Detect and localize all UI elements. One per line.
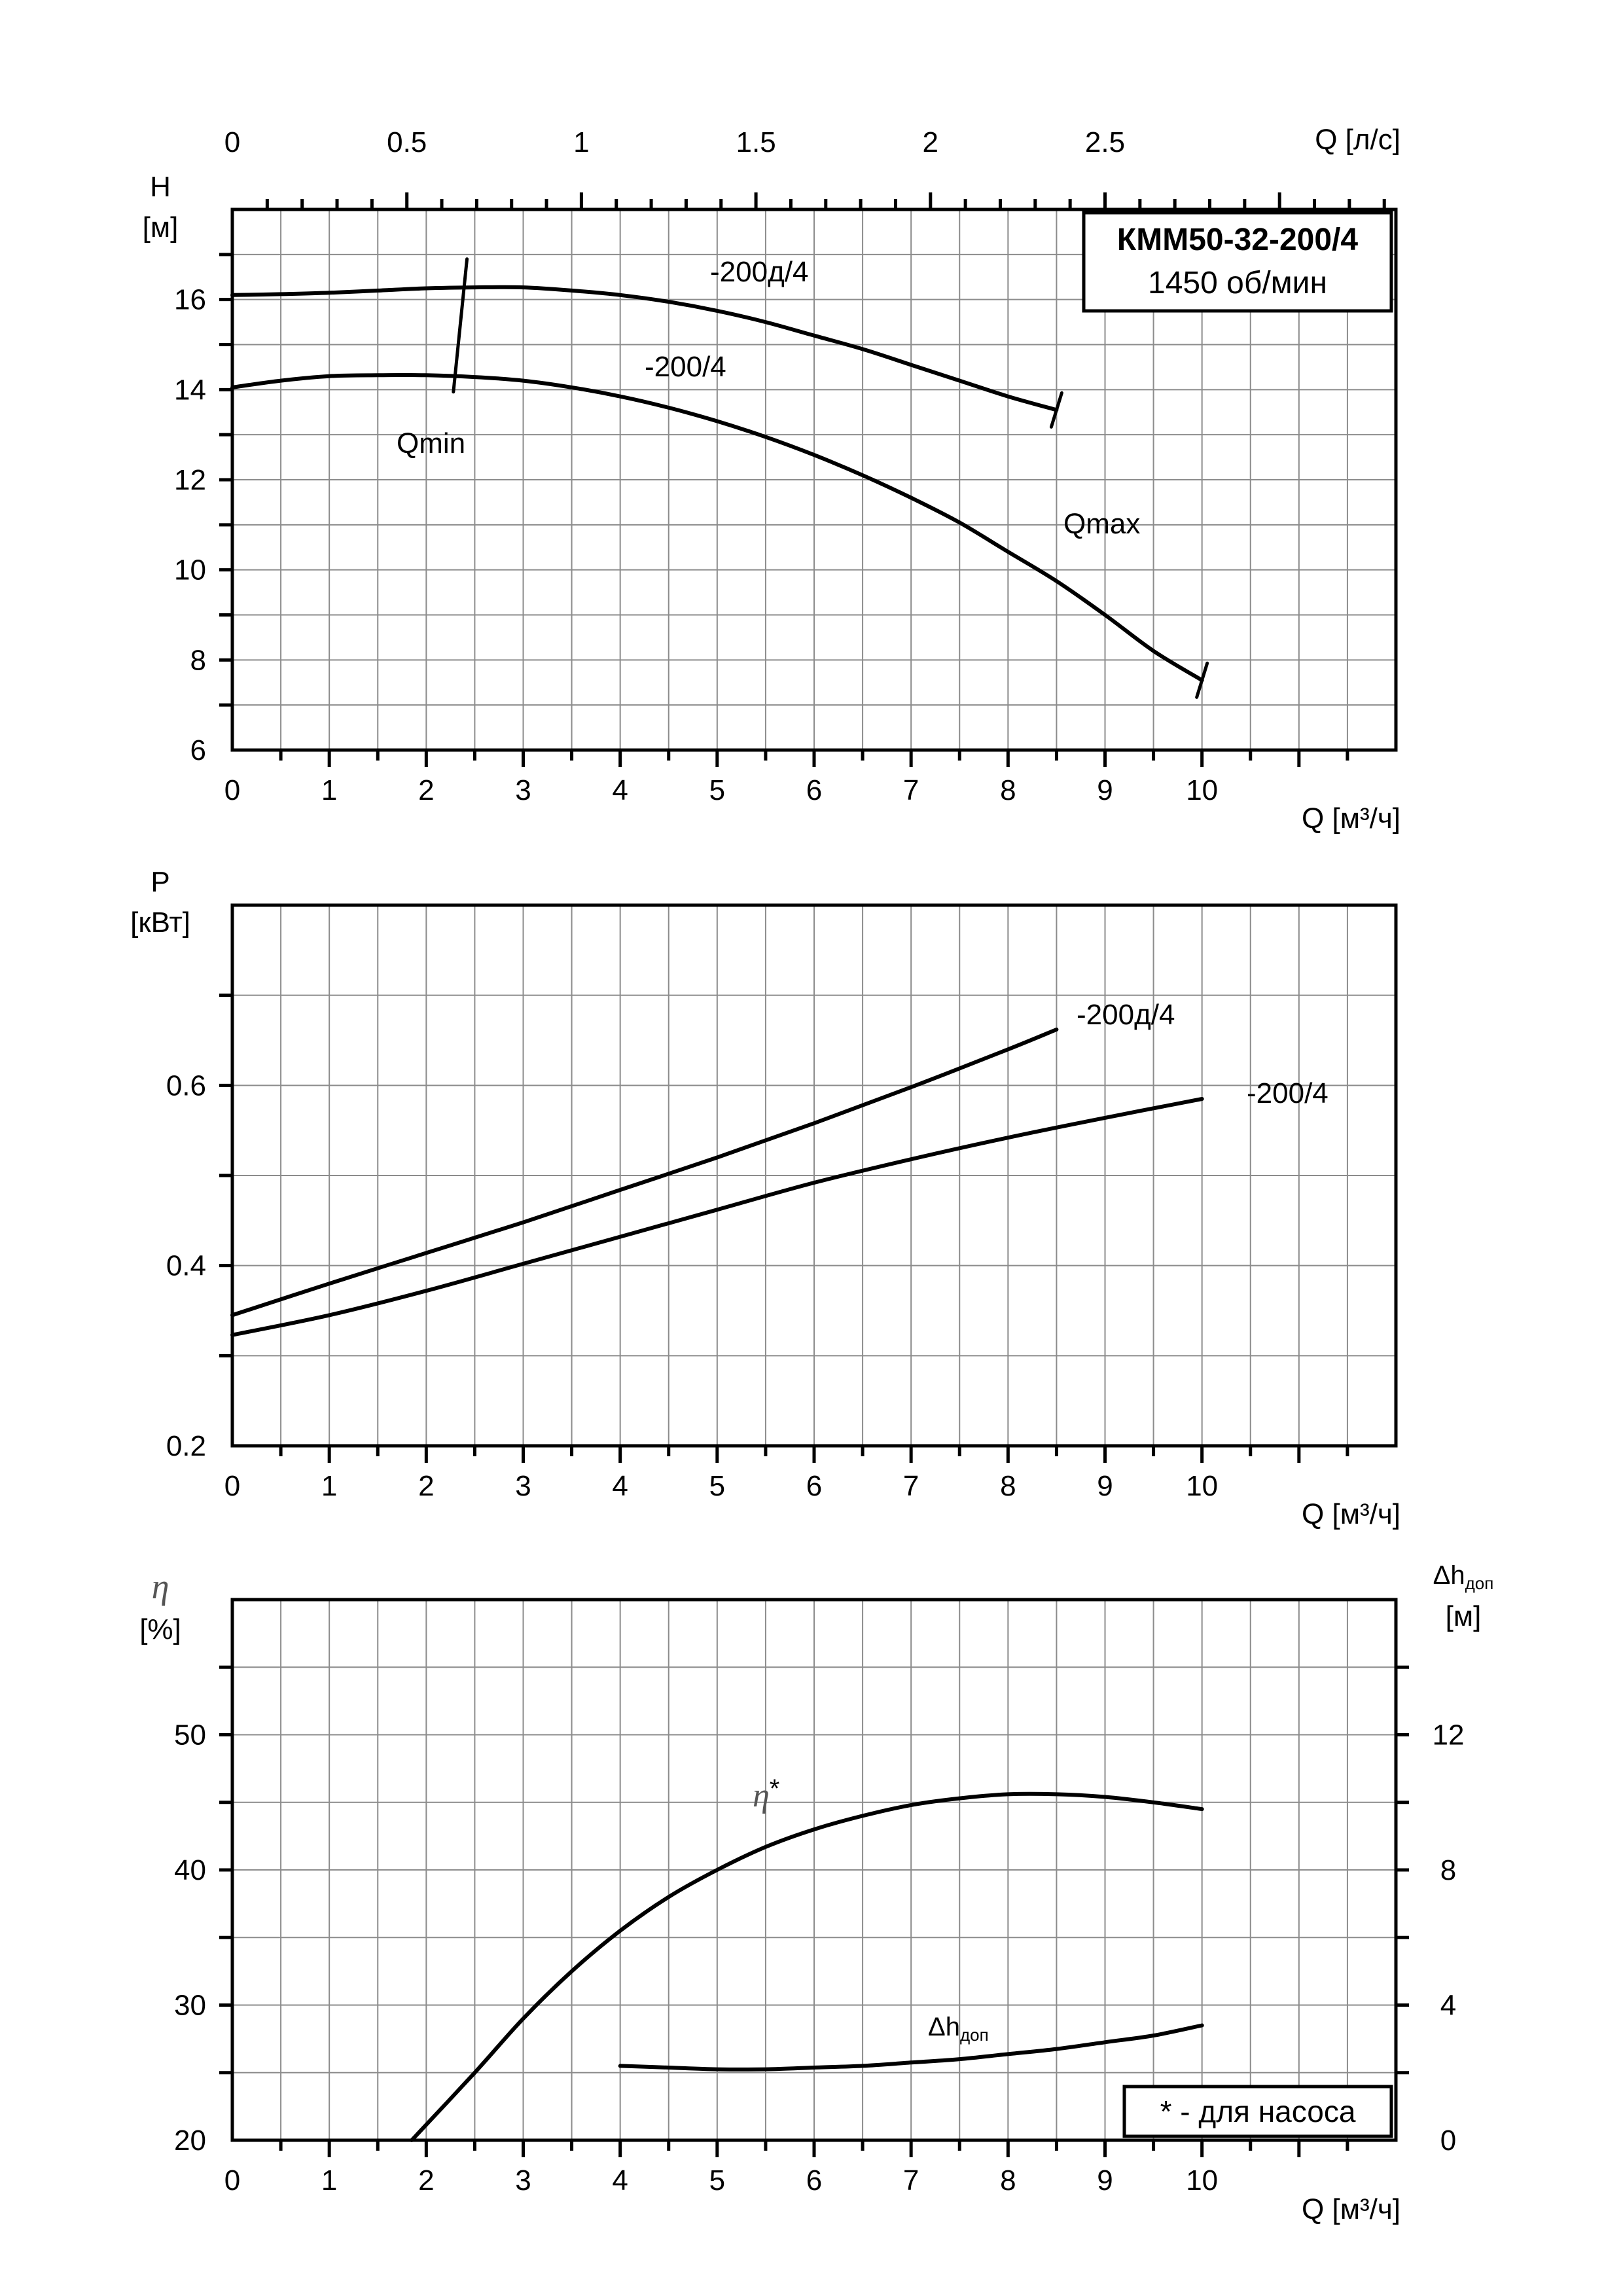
x-tick-label: 8 [1000, 1470, 1016, 1502]
x-tick-label: 7 [902, 774, 919, 806]
x-tick-label: 9 [1097, 1470, 1113, 1502]
x-tick-label: 10 [1186, 2164, 1219, 2197]
npsh-curve-subscript: доп [959, 2025, 989, 2045]
y-tick-label: 40 [174, 1854, 206, 1886]
npsh-y-axis-subscript: доп [1465, 1573, 1494, 1593]
x-tick-label: 8 [1000, 2164, 1016, 2197]
eta-curve-symbol: η [753, 1777, 770, 1814]
y2-tick-label: 0 [1440, 2125, 1457, 2157]
y2-tick-label: 12 [1432, 1719, 1465, 1751]
x-tick-label: 8 [1000, 774, 1016, 806]
y-tick-label: 50 [174, 1719, 206, 1751]
efficiency-y-axis-unit: [%] [139, 1613, 181, 1645]
x-tick-label: 10 [1186, 774, 1219, 806]
efficiency-y-axis-label: η [151, 1567, 169, 1606]
x-tick-label: 3 [515, 2164, 531, 2197]
power-y-axis-label: P [151, 866, 170, 898]
x-tick-label: 7 [902, 2164, 919, 2197]
pump-model-title: КММ50-32-200/4 [1116, 223, 1359, 257]
y-tick-label: 20 [174, 2125, 206, 2157]
x-tick-label: 3 [515, 774, 531, 806]
y-tick-label: 10 [174, 554, 206, 586]
x-tick-label: 0 [224, 2164, 241, 2197]
x-tick-label: 1 [321, 2164, 338, 2197]
x-tick-label: 6 [806, 1470, 823, 1502]
x2-tick-label: 0.5 [387, 126, 427, 158]
x-tick-label: 4 [612, 2164, 628, 2197]
eta-curve-star: * [769, 1774, 780, 1803]
power-y-axis-unit: [кВт] [130, 906, 190, 939]
power-x-axis-label: Q [м³/ч] [1302, 1498, 1400, 1530]
x-tick-label: 2 [418, 774, 435, 806]
x-tick-label: 10 [1186, 1470, 1219, 1502]
y-tick-label: 6 [190, 734, 206, 766]
x-tick-label: 2 [418, 2164, 435, 2197]
x-tick-label: 0 [224, 1470, 241, 1502]
head-x2-axis-label: Q [л/с] [1315, 124, 1400, 156]
y2-tick-label: 8 [1440, 1854, 1457, 1886]
head-curve-label-2004: -200/4 [645, 351, 726, 383]
x2-tick-label: 2.5 [1084, 126, 1126, 158]
x-tick-label: 7 [902, 1470, 919, 1502]
power-curve-label-2004: -200/4 [1247, 1077, 1329, 1109]
x-tick-label: 1 [321, 774, 338, 806]
pump-note-box [1124, 2087, 1391, 2136]
head-y-axis-unit: [м] [142, 211, 179, 243]
x2-tick-label: 0 [224, 126, 241, 158]
x2-tick-label: 1.5 [736, 126, 776, 158]
y-tick-label: 14 [174, 374, 206, 406]
qmax-label: Qmax [1063, 508, 1141, 540]
x2-tick-label: 1 [573, 126, 590, 158]
x2-tick-label: 2 [922, 126, 939, 158]
npsh-curve-symbol: Δh [928, 2013, 960, 2041]
npsh-y-axis-symbol: Δh [1433, 1561, 1465, 1590]
y-tick-label: 0.4 [166, 1249, 206, 1282]
x-tick-label: 5 [709, 1470, 726, 1502]
y-tick-label: 0.2 [166, 1430, 206, 1462]
x-tick-label: 5 [709, 774, 726, 806]
x-tick-label: 9 [1097, 774, 1113, 806]
x-tick-label: 6 [806, 774, 823, 806]
efficiency-x-axis-label: Q [м³/ч] [1302, 2193, 1400, 2225]
x-tick-label: 6 [806, 2164, 823, 2197]
x-tick-label: 3 [515, 1470, 531, 1502]
head-x-axis-label: Q [м³/ч] [1302, 802, 1400, 834]
y-tick-label: 16 [174, 283, 206, 316]
y-tick-label: 8 [190, 644, 206, 677]
pump-speed-subtitle: 1450 об/мин [1148, 266, 1327, 300]
y-tick-label: 12 [174, 464, 206, 496]
y2-tick-label: 4 [1440, 1989, 1457, 2022]
x-tick-label: 5 [709, 2164, 726, 2197]
pump-note-text: * - для насоса [1160, 2094, 1356, 2128]
head-legend-box [1084, 213, 1391, 311]
x-tick-label: 9 [1097, 2164, 1113, 2197]
x-tick-label: 4 [612, 774, 628, 806]
y-tick-label: 0.6 [166, 1069, 206, 1102]
x-tick-label: 0 [224, 774, 241, 806]
head-curve-label-200d4: -200д/4 [710, 256, 809, 288]
x-tick-label: 1 [321, 1470, 338, 1502]
head-y-axis-label: H [150, 171, 171, 203]
qmin-label: Qmin [397, 427, 466, 459]
x-tick-label: 2 [418, 1470, 435, 1502]
npsh-y-axis-unit: [м] [1445, 1600, 1482, 1632]
x-tick-label: 4 [612, 1470, 628, 1502]
y-tick-label: 30 [174, 1989, 206, 2022]
power-curve-label-200d4: -200д/4 [1077, 999, 1175, 1031]
